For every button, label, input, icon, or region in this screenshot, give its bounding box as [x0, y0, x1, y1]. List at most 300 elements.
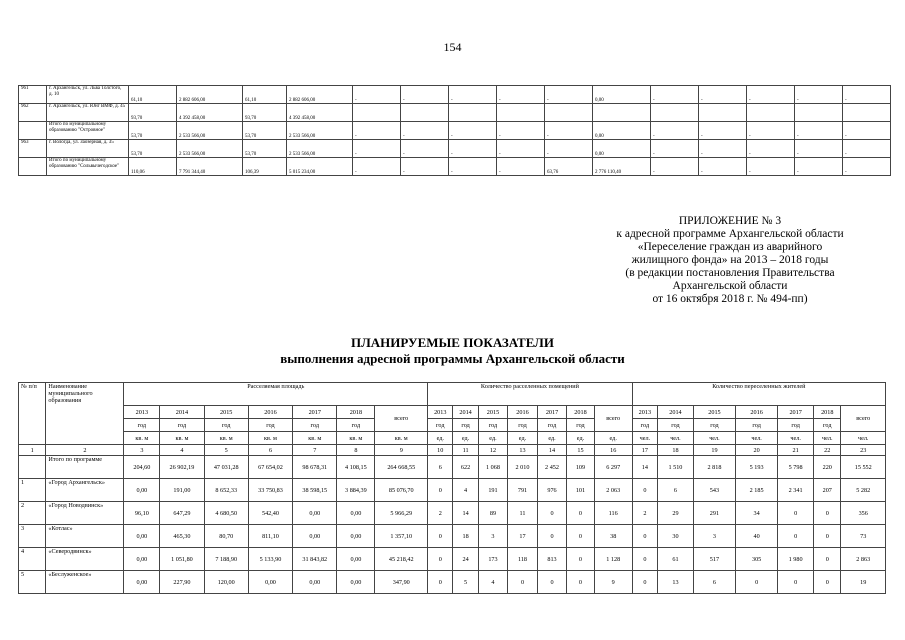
top-table-cell: -: [353, 122, 401, 140]
row-value: 173: [478, 548, 508, 571]
year-header: 2014: [160, 406, 204, 419]
row-value: 0,00: [337, 571, 375, 594]
top-table-cell: -: [843, 158, 891, 176]
column-index: 22: [814, 445, 841, 456]
row-value: 2 185: [736, 479, 778, 502]
row-value: 0: [632, 525, 657, 548]
appendix-line: от 16 октября 2018 г. № 494-пп): [652, 293, 808, 305]
row-value: 0: [567, 571, 594, 594]
row-value: 3: [693, 525, 735, 548]
top-table-cell: 61,10: [129, 86, 177, 104]
row-name: Итого по программе: [46, 456, 124, 479]
top-table-cell: 53,70: [129, 140, 177, 158]
row-value: 24: [453, 548, 478, 571]
top-table-cell: 0,00: [593, 140, 651, 158]
top-table-cell: [651, 104, 699, 122]
row-value: 67 654,02: [248, 456, 292, 479]
column-index: 9: [375, 445, 428, 456]
top-table-cell: 7 791 344,40: [177, 158, 243, 176]
top-table-cell: [843, 104, 891, 122]
row-value: 0: [778, 502, 814, 525]
row-value: 15 552: [841, 456, 886, 479]
row-value: 813: [537, 548, 567, 571]
top-table-cell: 53,70: [243, 140, 287, 158]
row-value: 89: [478, 502, 508, 525]
row-value: 1 357,10: [375, 525, 428, 548]
top-table-cell: -: [545, 140, 593, 158]
row-value: 6: [658, 479, 694, 502]
row-value: 0: [567, 525, 594, 548]
top-table-cell: Итого по муниципальному образованию "Сольвычегодское": [47, 158, 129, 176]
row-value: 47 031,28: [204, 456, 248, 479]
unit-label: ед.: [453, 432, 478, 445]
row-value: 204,60: [124, 456, 160, 479]
year-header: 2013: [428, 406, 453, 419]
top-table-cell: 0,00: [593, 122, 651, 140]
row-number: 5: [19, 571, 46, 594]
top-table-cell: -: [699, 86, 747, 104]
row-value: 0: [778, 571, 814, 594]
year-header: 2016: [248, 406, 292, 419]
top-table-cell: [449, 104, 497, 122]
top-table-cell: 2 882 606,00: [287, 86, 353, 104]
column-index: 17: [632, 445, 657, 456]
top-table-cell: -: [795, 158, 843, 176]
row-value: 0,00: [124, 479, 160, 502]
year-word: год: [508, 419, 538, 432]
appendix-line: жилищного фонда» на 2013 – 2018 годы: [631, 254, 829, 266]
top-table-cell: -: [843, 140, 891, 158]
top-table-cell: 2 882 606,00: [177, 86, 243, 104]
year-header: 2015: [478, 406, 508, 419]
unit-label: чел.: [841, 432, 886, 445]
top-table-cell: 961: [19, 86, 47, 104]
appendix-line: «Переселение граждан из аварийного: [637, 241, 823, 253]
row-value: 118: [508, 548, 538, 571]
top-table-cell: -: [545, 122, 593, 140]
group-people-header: Количество переселенных жителей: [632, 383, 885, 406]
row-value: 0: [428, 479, 453, 502]
unit-label: чел.: [658, 432, 694, 445]
row-value: 517: [693, 548, 735, 571]
appendix-line: ПРИЛОЖЕНИЕ № 3: [678, 215, 782, 227]
year-header: 2016: [508, 406, 538, 419]
row-value: 9: [594, 571, 632, 594]
row-value: 38 598,15: [293, 479, 337, 502]
indicators-table: [18, 382, 886, 594]
total-header: всего: [375, 406, 428, 432]
year-header: 2014: [453, 406, 478, 419]
year-word: год: [293, 419, 337, 432]
column-index: 12: [478, 445, 508, 456]
top-table-cell: [19, 122, 47, 140]
row-value: 26 902,19: [160, 456, 204, 479]
row-value: 0: [428, 571, 453, 594]
unit-label: ед.: [567, 432, 594, 445]
row-value: 1 510: [658, 456, 694, 479]
column-index: 8: [337, 445, 375, 456]
year-word: год: [124, 419, 160, 432]
top-table-cell: -: [699, 158, 747, 176]
row-value: 0,00: [293, 502, 337, 525]
top-table-cell: -: [449, 122, 497, 140]
column-index: 2: [46, 445, 124, 456]
row-value: 116: [594, 502, 632, 525]
top-table-cell: г. Вологда, ул. Заозерная, д. 35: [47, 140, 129, 158]
top-table-cell: 2 533 566,00: [287, 140, 353, 158]
year-header: 2014: [658, 406, 694, 419]
row-value: 29: [658, 502, 694, 525]
column-index: 1: [19, 445, 46, 456]
year-header: 2016: [736, 406, 778, 419]
year-word: год: [453, 419, 478, 432]
top-table-cell: -: [843, 122, 891, 140]
row-value: 220: [814, 456, 841, 479]
year-word: год: [204, 419, 248, 432]
row-value: 0: [632, 571, 657, 594]
row-value: 5 966,29: [375, 502, 428, 525]
year-word: год: [248, 419, 292, 432]
row-name: «Город Архангельск»: [46, 479, 124, 502]
top-table-cell: 963: [19, 140, 47, 158]
row-value: 109: [567, 456, 594, 479]
top-table-cell: -: [699, 122, 747, 140]
column-index: 7: [293, 445, 337, 456]
top-table-cell: 61,10: [243, 86, 287, 104]
year-header: 2017: [293, 406, 337, 419]
unit-label: кв. м: [337, 432, 375, 445]
unit-label: чел.: [778, 432, 814, 445]
top-table-cell: 93,70: [243, 104, 287, 122]
top-table-cell: [699, 104, 747, 122]
total-header: всего: [594, 406, 632, 432]
column-index: 4: [160, 445, 204, 456]
row-name: «Беслуженское»: [46, 571, 124, 594]
table-row: [19, 456, 886, 479]
group-area-header: Расселяемая площадь: [124, 383, 428, 406]
unit-label: ед.: [478, 432, 508, 445]
row-value: 543: [693, 479, 735, 502]
column-index: 13: [508, 445, 538, 456]
row-value: 356: [841, 502, 886, 525]
top-table-cell: -: [353, 86, 401, 104]
row-value: 0,00: [248, 571, 292, 594]
row-value: 33 750,83: [248, 479, 292, 502]
top-table-cell: -: [651, 158, 699, 176]
top-table-cell: г. Архангельск, ул. Юнг ВМФ, д. 45: [47, 104, 129, 122]
top-table-cell: -: [651, 140, 699, 158]
row-value: 30: [658, 525, 694, 548]
row-value: 73: [841, 525, 886, 548]
table-row: [19, 548, 886, 571]
row-value: 5 193: [736, 456, 778, 479]
row-value: 5 133,90: [248, 548, 292, 571]
column-index: 10: [428, 445, 453, 456]
row-value: 0: [814, 502, 841, 525]
row-value: 0,00: [337, 502, 375, 525]
year-word: год: [337, 419, 375, 432]
top-table-row: [19, 122, 891, 140]
row-value: 207: [814, 479, 841, 502]
row-value: 291: [693, 502, 735, 525]
row-value: 19: [841, 571, 886, 594]
column-index: 21: [778, 445, 814, 456]
column-index: 16: [594, 445, 632, 456]
unit-label: ед.: [508, 432, 538, 445]
row-value: 0,00: [337, 548, 375, 571]
top-table-cell: 93,70: [129, 104, 177, 122]
row-value: 96,10: [124, 502, 160, 525]
row-value: 2: [428, 502, 453, 525]
top-table-cell: [19, 158, 47, 176]
row-value: 227,90: [160, 571, 204, 594]
row-value: 791: [508, 479, 538, 502]
row-value: 8 652,33: [204, 479, 248, 502]
row-value: 6 297: [594, 456, 632, 479]
row-value: 1 068: [478, 456, 508, 479]
unit-label: кв. м: [204, 432, 248, 445]
page-number: 154: [443, 40, 462, 54]
year-header: 2018: [814, 406, 841, 419]
column-index: 20: [736, 445, 778, 456]
col-name-header: Наименование муниципального образования: [46, 383, 124, 445]
table-row: [19, 502, 886, 525]
total-header: всего: [841, 406, 886, 432]
column-index: 15: [567, 445, 594, 456]
row-value: 1 980: [778, 548, 814, 571]
row-number: 2: [19, 502, 46, 525]
table-row: [19, 571, 886, 594]
top-table-cell: -: [747, 122, 795, 140]
top-table-cell: [497, 104, 545, 122]
year-word: год: [632, 419, 657, 432]
row-name: «Северодвинск»: [46, 548, 124, 571]
unit-label: кв. м: [160, 432, 204, 445]
year-header: 2013: [124, 406, 160, 419]
row-value: 811,10: [248, 525, 292, 548]
row-value: 191: [478, 479, 508, 502]
top-table-cell: -: [747, 140, 795, 158]
row-name: «Котлас»: [46, 525, 124, 548]
row-value: 2 341: [778, 479, 814, 502]
column-index: 6: [248, 445, 292, 456]
top-table-cell: 4 392 458,00: [177, 104, 243, 122]
row-value: 0: [814, 525, 841, 548]
top-table-cell: -: [795, 86, 843, 104]
top-table-cell: -: [497, 86, 545, 104]
year-word: год: [658, 419, 694, 432]
row-value: 4: [453, 479, 478, 502]
row-value: 1 128: [594, 548, 632, 571]
top-table-row: [19, 158, 891, 176]
row-value: 40: [736, 525, 778, 548]
appendix-line: (в редакции постановления Правительства: [625, 267, 835, 279]
row-number: 1: [19, 479, 46, 502]
column-index: 5: [204, 445, 248, 456]
top-table-cell: [795, 104, 843, 122]
row-value: 0: [736, 571, 778, 594]
row-value: 0: [567, 502, 594, 525]
top-table-cell: г. Архангельск, ул. Льва Толстого, д. 10: [47, 86, 129, 104]
row-value: 0,00: [124, 525, 160, 548]
year-word: год: [814, 419, 841, 432]
col-no-header: № п/п: [19, 383, 46, 445]
top-table-cell: -: [497, 122, 545, 140]
row-value: 1 051,80: [160, 548, 204, 571]
row-value: 0: [632, 548, 657, 571]
group-rooms-header: Количество расселенных помещений: [428, 383, 633, 406]
row-value: 0: [814, 571, 841, 594]
top-table-cell: -: [651, 86, 699, 104]
year-word: год: [567, 419, 594, 432]
top-table-cell: -: [449, 140, 497, 158]
unit-label: кв. м: [293, 432, 337, 445]
year-word: год: [478, 419, 508, 432]
top-table-row: [19, 86, 891, 104]
row-value: 0: [537, 525, 567, 548]
row-value: 647,29: [160, 502, 204, 525]
top-table-cell: 2 533 566,00: [287, 122, 353, 140]
row-value: 45 218,42: [375, 548, 428, 571]
row-value: 34: [736, 502, 778, 525]
row-value: 80,70: [204, 525, 248, 548]
column-index: 23: [841, 445, 886, 456]
row-value: 5: [453, 571, 478, 594]
year-header: 2015: [693, 406, 735, 419]
table-row: [19, 479, 886, 502]
row-value: 7 188,90: [204, 548, 248, 571]
unit-label: ед.: [537, 432, 567, 445]
row-value: 14: [453, 502, 478, 525]
top-table-cell: -: [401, 86, 449, 104]
row-value: 14: [632, 456, 657, 479]
top-table-cell: 53,70: [243, 122, 287, 140]
row-value: 2: [632, 502, 657, 525]
top-address-table: [18, 85, 891, 176]
top-table-cell: 110,06: [129, 158, 177, 176]
row-number: 3: [19, 525, 46, 548]
unit-label: кв. м: [124, 432, 160, 445]
row-value: 0: [567, 548, 594, 571]
appendix-line: к адресной программе Архангельской области: [616, 228, 844, 240]
top-table-cell: 2 776 110,40: [593, 158, 651, 176]
row-value: 0: [537, 571, 567, 594]
row-value: 622: [453, 456, 478, 479]
row-value: 465,30: [160, 525, 204, 548]
row-value: 2 818: [693, 456, 735, 479]
top-table-cell: -: [353, 140, 401, 158]
row-value: 4 108,15: [337, 456, 375, 479]
column-index: 14: [537, 445, 567, 456]
row-value: 542,40: [248, 502, 292, 525]
row-value: 5 282: [841, 479, 886, 502]
heading-subtitle: выполнения адресной программы Архангельской области: [280, 351, 625, 366]
year-word: год: [428, 419, 453, 432]
top-table-cell: 53,70: [129, 122, 177, 140]
row-value: 2 863: [841, 548, 886, 571]
top-table-row: [19, 104, 891, 122]
unit-label: кв. м: [375, 432, 428, 445]
column-index: 3: [124, 445, 160, 456]
top-table-cell: 5 015 234,00: [287, 158, 353, 176]
row-value: 305: [736, 548, 778, 571]
row-value: 61: [658, 548, 694, 571]
top-table-cell: 2 533 566,00: [177, 140, 243, 158]
top-table-cell: -: [545, 86, 593, 104]
top-table-cell: Итого по муниципальному образованию "Островное": [47, 122, 129, 140]
top-table-cell: -: [353, 158, 401, 176]
column-index: 19: [693, 445, 735, 456]
appendix-line: Архангельской области: [672, 280, 788, 292]
row-value: 191,00: [160, 479, 204, 502]
row-value: 6: [693, 571, 735, 594]
top-table-cell: -: [651, 122, 699, 140]
top-table-cell: 962: [19, 104, 47, 122]
row-value: 38: [594, 525, 632, 548]
year-word: год: [537, 419, 567, 432]
row-number: 4: [19, 548, 46, 571]
row-value: 120,00: [204, 571, 248, 594]
year-header: 2017: [537, 406, 567, 419]
top-table-cell: -: [401, 122, 449, 140]
row-name: «Город Новодвинск»: [46, 502, 124, 525]
row-value: 18: [453, 525, 478, 548]
row-value: 4 680,50: [204, 502, 248, 525]
year-word: год: [160, 419, 204, 432]
year-header: 2018: [337, 406, 375, 419]
row-value: 0: [778, 525, 814, 548]
appendix-note: [560, 215, 900, 306]
top-table-cell: -: [449, 158, 497, 176]
top-table-cell: [545, 104, 593, 122]
row-value: 17: [508, 525, 538, 548]
top-table-cell: 0,00: [593, 86, 651, 104]
row-value: 3: [478, 525, 508, 548]
top-table-cell: -: [401, 158, 449, 176]
row-value: 4: [478, 571, 508, 594]
row-value: 5 798: [778, 456, 814, 479]
year-header: 2018: [567, 406, 594, 419]
row-value: 0,00: [124, 571, 160, 594]
unit-label: ед.: [428, 432, 453, 445]
year-header: 2015: [204, 406, 248, 419]
year-header: 2017: [778, 406, 814, 419]
row-value: 3 884,39: [337, 479, 375, 502]
row-value: 0: [508, 571, 538, 594]
top-table-cell: -: [747, 158, 795, 176]
year-word: год: [693, 419, 735, 432]
row-value: 101: [567, 479, 594, 502]
heading-title: ПЛАНИРУЕМЫЕ ПОКАЗАТЕЛИ: [351, 335, 554, 350]
row-value: 976: [537, 479, 567, 502]
row-value: 264 668,55: [375, 456, 428, 479]
top-table-cell: 106,39: [243, 158, 287, 176]
row-value: 31 843,82: [293, 548, 337, 571]
unit-label: кв. м: [248, 432, 292, 445]
top-table-cell: -: [497, 158, 545, 176]
top-table-cell: -: [401, 140, 449, 158]
unit-label: чел.: [814, 432, 841, 445]
row-value: 0,00: [293, 525, 337, 548]
top-table-cell: -: [843, 86, 891, 104]
row-value: 0: [632, 479, 657, 502]
top-table-cell: [353, 104, 401, 122]
row-value: 0: [814, 548, 841, 571]
unit-label: ед.: [594, 432, 632, 445]
top-table-cell: 4 392 458,00: [287, 104, 353, 122]
year-word: год: [778, 419, 814, 432]
column-index: 18: [658, 445, 694, 456]
